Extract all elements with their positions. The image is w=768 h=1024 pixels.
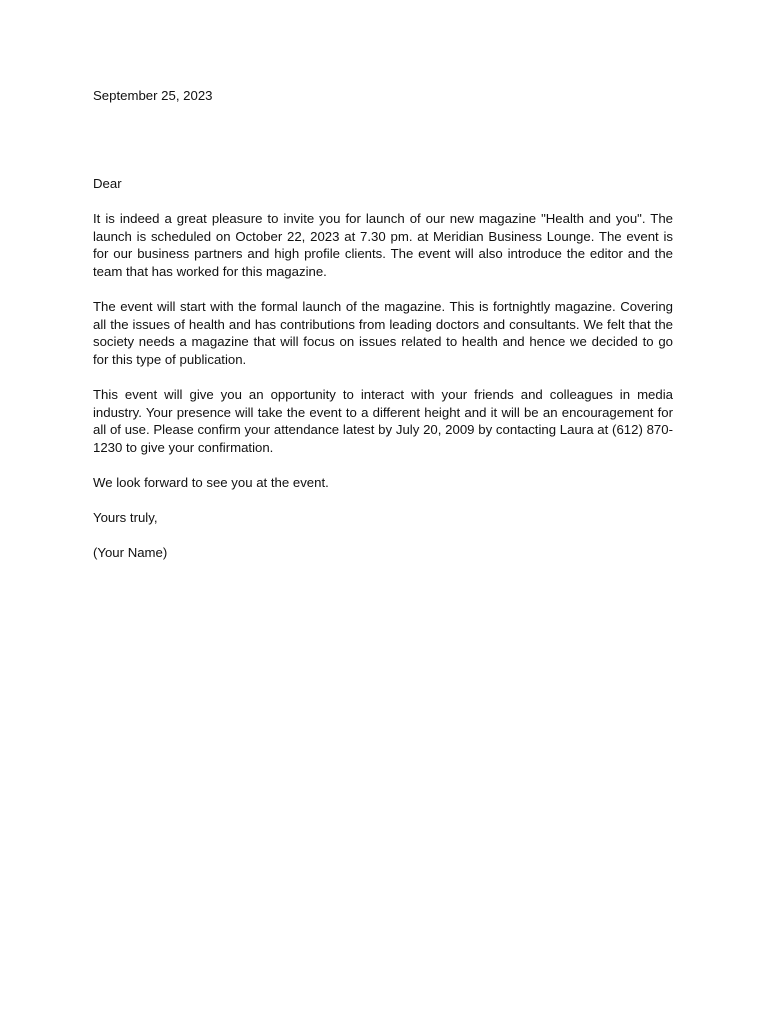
signature: (Your Name) <box>93 545 168 561</box>
paragraph-event-details: The event will start with the formal launch of the magazine. This is fortnightly magazine. Covering all the issues of health and has contributions from leading doctors and consultants. We felt that the society needs a magazine that will focus on issues related to health and hence we decided to go for this type of publication. <box>93 299 673 367</box>
letter-body <box>93 175 673 580</box>
salutation: Dear <box>93 176 122 191</box>
letter-date: September 25, 2023 <box>93 88 213 103</box>
paragraph-rsvp: This event will give you an opportunity to interact with your friends and colleagues in media industry. Your presence will take the event to a different height and it will be an encouragement for all of use. Please confirm your attendance latest by July 20, 2009 by contacting Laura at (612) 870-1230 to give your confirmation. <box>93 387 673 455</box>
paragraph-invitation: It is indeed a great pleasure to invite you for launch of our new magazine "Health and you". The launch is scheduled on October 22, 2023 at 7.30 pm. at Meridian Business Lounge. The event is for our business partners and high profile clients. The event will also introduce the editor and the team that has worked for this magazine. <box>93 211 673 279</box>
closing-line: We look forward to see you at the event. <box>93 475 329 491</box>
sign-off: Yours truly, <box>93 510 158 526</box>
